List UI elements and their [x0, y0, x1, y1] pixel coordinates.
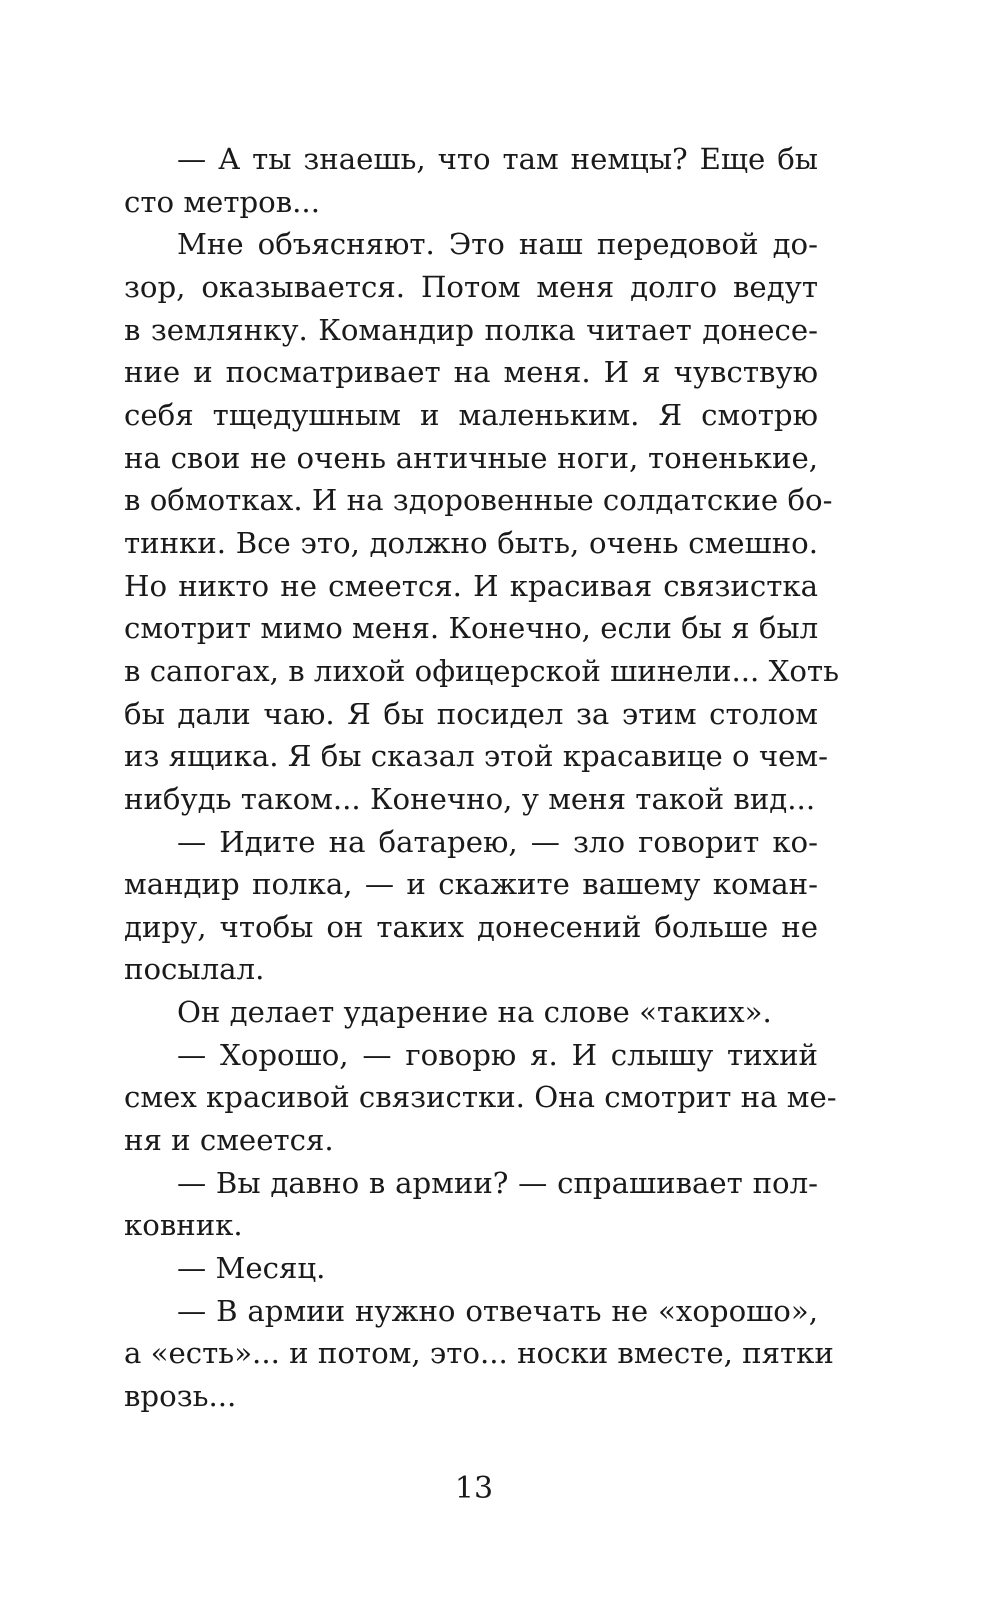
text-line: смотрит мимо меня. Конечно, если бы я был — [124, 611, 819, 646]
text-line: — А ты знаешь, что там немцы? Еще бы — [177, 142, 818, 176]
text-line: бы дали чаю. Я бы посидел за этим столом — [124, 696, 818, 731]
text-line: — Вы давно в армии? — спрашивает пол- — [177, 1165, 818, 1200]
text-line: посылал. — [124, 952, 265, 987]
text-line: врозь... — [124, 1379, 237, 1414]
text-line: ня и смеется. — [124, 1123, 334, 1158]
text-line: ние и посматривает на меня. И я чувствую — [124, 355, 818, 390]
text-line: в сапогах, в лихой офицерской шинели... Хоть — [124, 653, 839, 688]
text-line: тинки. Все это, должно быть, очень смешно. — [124, 525, 818, 560]
text-line: — Идите на батарею, — зло говорит ко- — [177, 824, 818, 859]
text-line: зор, оказывается. Потом меня долго ведут — [124, 269, 818, 304]
page-number: 13 — [454, 1471, 494, 1506]
text-line: себя тщедушным и маленьким. Я смотрю — [124, 397, 818, 432]
text-line: — Хорошо, — говорю я. И слышу тихий — [177, 1037, 818, 1072]
text-line: на свои не очень античные ноги, тоненькие, — [124, 440, 818, 475]
text-line: мандир полка, — и скажите вашему коман- — [124, 867, 818, 902]
text-line: смех красивой связистки. Она смотрит на ме- — [124, 1080, 837, 1115]
page-body-text — [124, 138, 839, 1418]
text-line: Но никто не смеется. И красивая связистка — [124, 568, 818, 603]
text-line: нибудь таком... Конечно, у меня такой вид... — [124, 781, 816, 816]
text-line: — Месяц. — [177, 1251, 326, 1286]
text-line: в обмотках. И на здоровенные солдатские бо- — [124, 483, 833, 518]
text-line: в землянку. Командир полка читает донесе- — [124, 312, 818, 347]
text-line: а «есть»... и потом, это... носки вместе, пятки — [124, 1336, 834, 1371]
text-line: сто метров... — [124, 184, 320, 219]
text-line: Он делает ударение на слове «таких». — [177, 995, 772, 1030]
text-line: диру, чтобы он таких донесений больше не — [124, 909, 818, 944]
text-line: ковник. — [124, 1208, 243, 1243]
text-line: — В армии нужно отвечать не «хорошо», — [177, 1293, 818, 1328]
text-line: из ящика. Я бы сказал этой красавице о чем- — [124, 739, 828, 774]
text-line: Мне объясняют. Это наш передовой до- — [177, 227, 818, 262]
